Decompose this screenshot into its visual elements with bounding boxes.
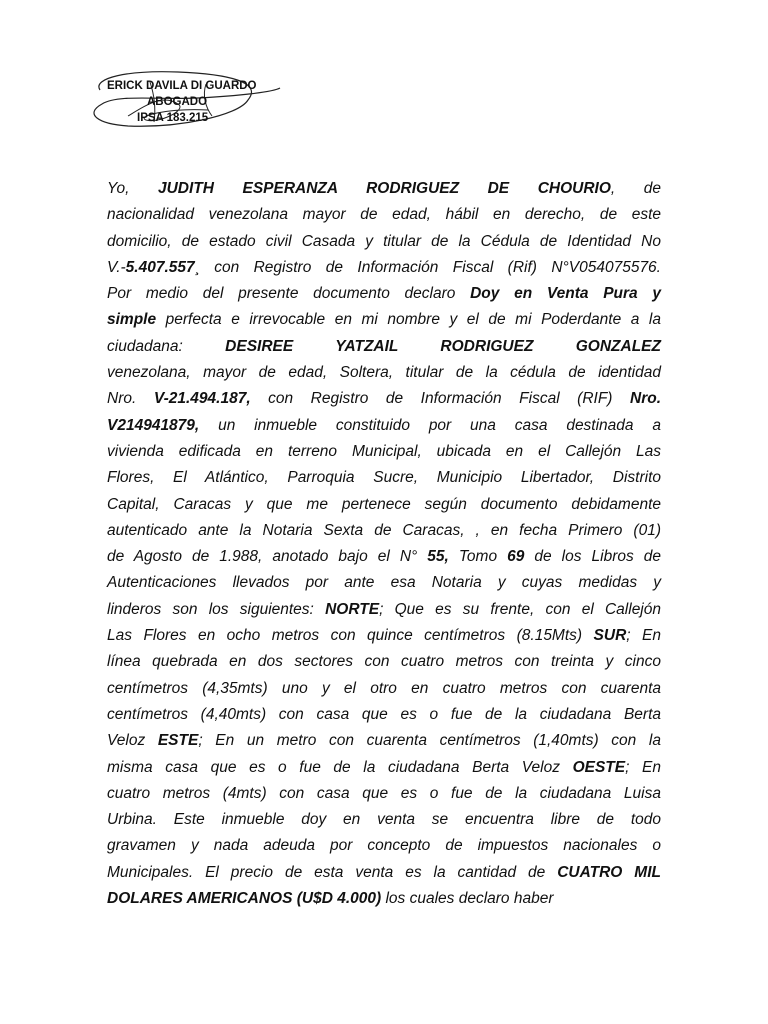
bold-text-run: ESTE xyxy=(157,732,199,750)
bold-text-run: SUR xyxy=(593,627,627,645)
text-line xyxy=(107,176,661,202)
text-line xyxy=(107,886,661,912)
text-run: perfecta e irrevocable en mi nombre y el de mi Poderdante a la xyxy=(156,311,661,329)
text-line xyxy=(107,202,661,228)
text-line xyxy=(107,649,661,675)
text-run: , de xyxy=(610,180,662,197)
text-run: Autenticaciones llevados por ante esa Notaria y cuyas medidas y xyxy=(107,574,661,592)
text-line xyxy=(107,807,661,833)
text-run: cuatro metros (4mts) con casa que es o fue de la ciudadana Luisa xyxy=(107,784,661,802)
bold-text-run: V-21.494.187, xyxy=(153,390,251,408)
text-line xyxy=(107,833,661,859)
text-run: domicilio, de estado civil Casada y titular de la Cédula de Identidad No xyxy=(107,232,661,250)
text-run: centímetros (4,35mts) uno y el otro en cuatro metros con cuarenta xyxy=(107,679,661,697)
text-run: ; En xyxy=(625,758,662,776)
text-run: Flores, El Atlántico, Parroquia Sucre, Municipio Libertador, Distrito xyxy=(107,469,661,487)
text-run: vivienda edificada en terreno Municipal, ubicada en el Callejón Las xyxy=(107,442,661,460)
text-run: Urbina. Este inmueble doy en venta se encuentra libre de todo xyxy=(107,811,661,829)
bold-text-run: JUDITH ESPERANZA RODRIGUEZ DE CHOURIO xyxy=(157,180,611,197)
text-line xyxy=(107,544,661,570)
text-run: ¸ con Registro de Información Fiscal (Rif) N°V054075576. xyxy=(194,258,661,276)
text-run: Por medio del presente documento declaro xyxy=(107,285,471,303)
text-run: Municipales. El precio de esta venta es la cantidad de xyxy=(107,863,558,881)
text-run: Veloz xyxy=(107,732,158,750)
text-line xyxy=(107,334,661,360)
bold-text-run: simple xyxy=(107,311,157,329)
text-run: linderos son los siguientes: xyxy=(107,600,326,618)
bold-text-run: 5.407.557 xyxy=(125,258,195,276)
lawyer-title: ABOGADO xyxy=(147,96,208,108)
text-run: de Agosto de 1.988, anotado bajo el N° xyxy=(107,548,428,566)
text-run: ; En un metro con cuarenta centímetros (1,40mts) con la xyxy=(198,732,661,750)
text-run: con Registro de Información Fiscal (RIF) xyxy=(250,390,630,408)
text-line xyxy=(107,755,661,781)
text-line xyxy=(107,229,661,255)
bold-text-run: Doy en Venta Pura y xyxy=(470,285,661,303)
text-run: Nro. xyxy=(107,390,154,408)
text-run: gravamen y nada adeuda por concepto de impuestos nacionales o xyxy=(107,837,661,855)
text-run: Capital, Caracas y que me pertenece según documento debidamente xyxy=(107,495,661,513)
text-run: misma casa que es o fue de la ciudadana Berta Veloz xyxy=(107,758,573,776)
text-run: de los Libros de xyxy=(524,548,662,566)
bold-text-run: CUATRO MIL xyxy=(557,863,661,881)
text-line xyxy=(107,860,661,886)
text-run: ; En xyxy=(626,627,661,645)
bold-text-run: DOLARES AMERICANOS (U$D 4.000) xyxy=(107,890,382,908)
text-run: línea quebrada en dos sectores con cuatro metros con treinta y cinco xyxy=(107,653,661,671)
lawyer-ipsa-number: IPSA 183.215 xyxy=(137,112,209,124)
text-line xyxy=(107,386,661,412)
text-run: un inmueble constituido por una casa destinada a xyxy=(199,416,661,434)
text-line xyxy=(107,492,661,518)
text-line xyxy=(107,623,661,649)
text-line xyxy=(107,281,661,307)
bold-text-run: NORTE xyxy=(325,600,380,618)
text-run: Las Flores en ocho metros con quince centímetros (8.15Mts) xyxy=(107,627,594,645)
text-run: centímetros (4,40mts) con casa que es o fue de la ciudadana Berta xyxy=(107,705,661,723)
bold-text-run: DESIREE YATZAIL RODRIGUEZ GONZALEZ xyxy=(225,337,661,355)
text-run: V.- xyxy=(107,258,126,276)
text-run: autenticado ante la Notaria Sexta de Caracas, , en fecha Primero (01) xyxy=(107,521,661,539)
text-line xyxy=(107,570,661,596)
text-line xyxy=(107,728,661,754)
text-line xyxy=(107,518,661,544)
text-run: venezolana, mayor de edad, Soltera, titular de la cédula de identidad xyxy=(107,364,661,382)
text-line xyxy=(107,781,661,807)
text-run: los cuales declaro haber xyxy=(381,890,554,908)
deed-body-text xyxy=(107,176,661,912)
text-line xyxy=(107,360,661,386)
bold-text-run: Nro. xyxy=(630,390,661,408)
text-line xyxy=(107,307,661,333)
text-line xyxy=(107,702,661,728)
bold-text-run: 55, xyxy=(427,548,449,566)
text-line xyxy=(107,413,661,439)
text-line xyxy=(107,597,661,623)
text-line xyxy=(107,439,661,465)
text-line xyxy=(107,676,661,702)
text-run: ciudadana: xyxy=(107,337,226,355)
text-run: nacionalidad venezolana mayor de edad, hábil en derecho, de este xyxy=(107,206,661,224)
lawyer-stamp xyxy=(88,64,288,144)
text-run: ; Que es su frente, con el Callejón xyxy=(379,600,661,618)
text-run: Tomo xyxy=(448,548,508,566)
bold-text-run: OESTE xyxy=(572,758,626,776)
bold-text-run: 69 xyxy=(507,548,525,566)
text-line xyxy=(107,465,661,491)
lawyer-name: ERICK DAVILA DI GUARDO xyxy=(107,80,257,92)
text-line xyxy=(107,255,661,281)
text-run: Yo, xyxy=(107,180,158,197)
bold-text-run: V214941879, xyxy=(107,416,200,434)
